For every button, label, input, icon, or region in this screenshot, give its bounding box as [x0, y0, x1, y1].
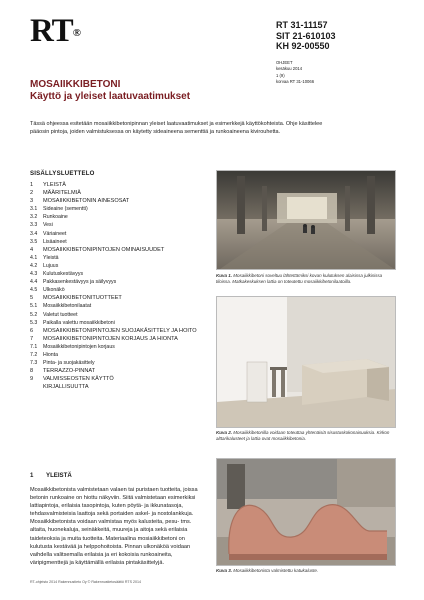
meta-type: OHJEET: [276, 60, 293, 65]
document-meta: [276, 60, 314, 85]
figure-2-label: Kuva 2.: [216, 430, 233, 435]
toc-item: [30, 278, 230, 286]
toc-item-label: MOSAIIKKIBETONIPINTOJEN OMINAISUUDET: [43, 246, 165, 253]
toc-item-number: 8: [30, 368, 34, 375]
toc-item-number: 3.4: [30, 230, 38, 237]
logo-text: RT: [30, 13, 73, 49]
street-furniture-illustration: [217, 459, 396, 566]
toc-item-label: Pakkasenkestävyys ja säilyvyys: [43, 279, 117, 286]
table-of-contents: [30, 181, 233, 391]
toc-item: [30, 230, 230, 238]
toc-item-label: Mosaiikkibetonipintojen korjaus: [43, 343, 115, 350]
title-line2: Käyttö ja yleiset laatuvaatimukset: [30, 90, 191, 102]
toc-item-label: Runkoaine: [43, 214, 68, 221]
toc-item-number: 5.3: [30, 319, 38, 326]
toc-item: [30, 343, 230, 351]
toc-item-number: 4.5: [30, 287, 38, 294]
toc-item-label: Yleistä: [43, 254, 59, 261]
toc-item: [30, 254, 230, 262]
toc-item-number: 5.2: [30, 311, 38, 318]
toc-item-label: Sideaine (sementti): [43, 206, 88, 213]
toc-item-label: MOSAIIKKIBETONIPINTOJEN KORJAUS JA HIONTA: [43, 335, 178, 342]
toc-item: [30, 246, 230, 254]
toc-item-label: VALMISSEOSTEN KÄYTTÖ: [43, 376, 114, 383]
toc-item-number: 7.3: [30, 360, 38, 367]
toc-item-number: 7: [30, 335, 34, 342]
figure-2-text: Mosaiikkibetonilla voidaan toteuttaa yhtenäisiä sisustuskokonaisuuksia. Kirkon alttarikalusteet ja lattia ovat mosaiikkibetonia.: [216, 430, 390, 441]
figure-2-caption: [216, 430, 396, 441]
kh-code: KH 92-00550: [276, 41, 330, 51]
section-heading: [30, 472, 72, 479]
figure-3-text: Mosaiikkibetonista valmistettu katukaluste.: [233, 568, 319, 573]
toc-item: [30, 359, 230, 367]
toc-item-label: MÄÄRITELMIÄ: [43, 190, 81, 197]
figure-1-photo: [216, 170, 396, 270]
toc-item: [30, 238, 230, 246]
station-hall-illustration: [217, 171, 396, 270]
toc-item-number: 3.1: [30, 206, 38, 213]
figure-3-caption: [216, 568, 396, 574]
document-codes: [276, 20, 336, 52]
toc-item-label: TERRAZZO-PINNAT: [43, 368, 96, 375]
toc-item: [30, 181, 230, 189]
toc-item-number: 7.2: [30, 351, 38, 358]
toc-item-label: MOSAIIKKIBETONITUOTTEET: [43, 295, 122, 302]
toc-item-number: 5: [30, 295, 34, 302]
toc-item-number: 6: [30, 327, 34, 334]
toc-item-label: Väriaineet: [43, 230, 67, 237]
toc-item-number: 7.1: [30, 343, 38, 350]
toc-item-number: 9: [30, 376, 34, 383]
rt-logo: [30, 13, 81, 49]
title-line1: MOSAIIKKIBETONI: [30, 79, 121, 90]
toc-item: [30, 335, 230, 343]
toc-item: [30, 327, 230, 335]
figure-2-photo: [216, 296, 396, 428]
toc-item: [30, 270, 233, 278]
registered-mark: ®: [72, 27, 81, 39]
toc-item-number: 2: [30, 190, 34, 197]
section-body: Mosaiikkibetonista valmistetaan valaen tai puristaen tuotteita, joissa betonin runkoaine on hiottu näkyviin. Siitä valmistetaan esimerkiksi lattiapintoja, erilaisia tasopintoja, kuten pöytä- ja ikkunatasoja, tehdasvalmisteisia laattoja sekä portaiden askel- ja nostolankkuja. Mosaiikkibetonista voidaan valmistaa myös kalusteita, pesu- tms. altaita, huonekaluja, seinäkkeitä, muureja ja aitoja sekä erilaisia taideteoksia ja muita tuotteita. Materiaalina mosiaiikkibetoni on kulutusta kestävää ja helppohoitoista. Pinnan ulkonäköä voidaan vaihdella valitsemalla erilaisia ja eri kokoisia runkoaineita, väripigmenttejä ja käyttämällä erilaisia pintakäsittelyjä.: [30, 487, 198, 566]
figure-1-caption: [216, 273, 396, 284]
toc-item-number: 4.2: [30, 262, 38, 269]
page-footer: RT-ohjeisto 2014 Rakennustieto Oy © Rakennustietosäätiö RTS 2014: [30, 580, 141, 584]
page-title: [30, 79, 190, 102]
section-title: YLEISTÄ: [46, 472, 72, 479]
toc-item-label: MOSAIIKKIBETONIN AINESOSAT: [43, 198, 130, 205]
toc-item: [30, 351, 230, 359]
rt-code: RT 31-11157: [276, 20, 328, 30]
toc-item-label: Lisäaineet: [43, 238, 67, 245]
figure-1-text: Mosaiikkibetoni soveltuu lähtettämiksi kovan kulutuksen alaisissa julkisissa tiloissa. Matkakeskuksen lattia on toteutettu mosaiikkibetonilaatoilla.: [216, 273, 383, 284]
toc-item-number: 3.3: [30, 222, 38, 229]
toc-item: [30, 197, 230, 205]
toc-item-label: Paikalla valettu mosaiikkibetoni: [43, 319, 115, 326]
toc-item-label: KIRJALLISUUTTA: [43, 384, 89, 391]
toc-item: [30, 375, 230, 383]
toc-item: [30, 302, 230, 310]
figure-1-label: Kuva 1.: [216, 273, 233, 278]
altar-illustration: [217, 297, 396, 428]
toc-item-label: Mosaiikkibetonilaatat: [43, 303, 92, 310]
toc-item-number: 3: [30, 198, 34, 205]
toc-item-number: 4: [30, 246, 34, 253]
toc-item-label: Kulutuskestävyys: [43, 271, 84, 278]
section-number: 1: [30, 472, 34, 479]
toc-item: [30, 213, 230, 221]
toc-item-label: Ulkonäkö: [43, 287, 65, 294]
toc-item-label: Valetut tuotteet: [43, 311, 78, 318]
toc-item-label: MOSAIIKKIBETONIPINTOJEN SUOJAKÄSITTELY JA HOITO: [43, 327, 197, 334]
figure-3-photo: [216, 458, 396, 566]
toc-item: [30, 319, 230, 327]
toc-item: [30, 311, 230, 319]
toc-item-number: 1: [30, 182, 34, 188]
toc-item-label: Pinta- ja suojakäsittely: [43, 360, 95, 367]
toc-item-number: 5.1: [30, 303, 38, 310]
toc-item: [30, 294, 230, 302]
toc-item-label: Lujuus: [43, 262, 59, 269]
toc-item-number: 3.5: [30, 238, 38, 245]
meta-date: kesäkuu 2014: [276, 66, 303, 72]
toc-item: [30, 205, 230, 213]
toc-item-number: 3.2: [30, 214, 38, 221]
toc-item: [30, 189, 230, 197]
toc-item-label: Hionta: [43, 351, 58, 358]
toc-item: [30, 383, 230, 391]
toc-item-number: 4.1: [30, 254, 38, 261]
toc-item: [30, 286, 230, 294]
sit-code: SIT 21-610103: [276, 30, 336, 41]
toc-item: [30, 221, 230, 229]
toc-item: [30, 367, 230, 375]
toc-heading: SISÄLLYSLUETTELO: [30, 170, 95, 177]
figure-3-label: Kuva 3.: [216, 568, 233, 573]
intro-paragraph: Tässä ohjeessa esitetään mosaiikkibetonipinnan yleiset laatuvaatimukset ja esimerkkejä käyttökohteista. Ohje käsittelee pääosin pintoja, joiden valmistuksessa on käytetty sideaineena sementtiä ja runkoaineena kivirouhetta.: [30, 121, 323, 136]
toc-item-label: Vesi: [43, 222, 53, 229]
meta-replaces: korvaa RT 31-10066: [276, 78, 315, 84]
toc-item-label: YLEISTÄ: [43, 182, 67, 188]
meta-page: 1 (9): [276, 72, 285, 78]
toc-item-number: 4.3: [30, 271, 38, 278]
toc-item: [30, 262, 230, 270]
toc-item-number: 4.4: [30, 279, 38, 286]
